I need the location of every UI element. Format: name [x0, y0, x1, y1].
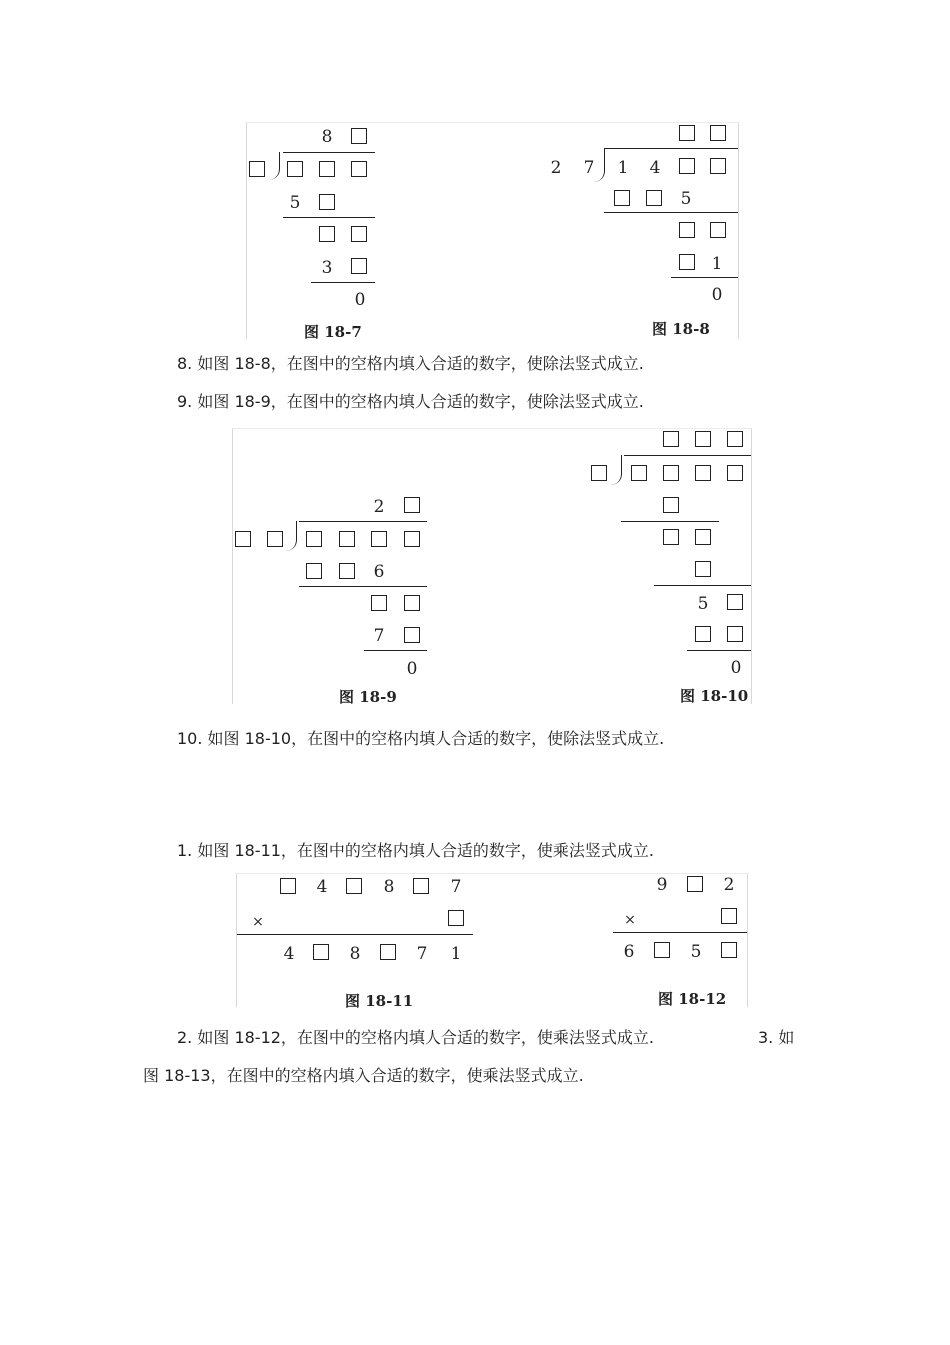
- blank-box: [663, 465, 679, 481]
- blank-box: [710, 158, 726, 174]
- figure-18-7-18-8: [246, 122, 739, 339]
- blank-box: [654, 942, 670, 958]
- blank-box: [646, 190, 662, 206]
- digit: 7: [450, 877, 462, 897]
- problem-9: 9. 如图 18-9，在图中的空格内填人合适的数字，使除法竖式成立.: [177, 392, 644, 411]
- blank-box: [287, 161, 303, 177]
- blank-box: [413, 878, 429, 894]
- blank-box: [404, 627, 420, 643]
- digit: 8: [383, 877, 395, 897]
- digit: 5: [289, 193, 301, 213]
- problem-1: 1. 如图 18-11，在图中的空格内填人合适的数字，使乘法竖式成立.: [177, 841, 655, 860]
- multiply-sign: ×: [624, 912, 636, 928]
- blank-box: [448, 910, 464, 926]
- multiply-sign: ×: [252, 914, 264, 930]
- blank-box: [679, 125, 695, 141]
- blank-box: [351, 128, 367, 144]
- digit: 8: [321, 127, 333, 147]
- rule-line: [671, 277, 738, 278]
- digit: 0: [730, 658, 742, 678]
- blank-box: [404, 531, 420, 547]
- blank-box: [695, 529, 711, 545]
- digit: 6: [373, 562, 385, 582]
- blank-box: [346, 878, 362, 894]
- rule-line: [364, 650, 427, 651]
- division-bar: [604, 148, 738, 149]
- digit: 7: [416, 944, 428, 964]
- digit: 7: [373, 626, 385, 646]
- blank-box: [695, 431, 711, 447]
- digit: 0: [711, 285, 723, 305]
- blank-box: [319, 226, 335, 242]
- problem-3-continued: 图 18-13，在图中的空格内填入合适的数字，使乘法竖式成立.: [143, 1066, 584, 1085]
- blank-box: [710, 125, 726, 141]
- division-bracket: [286, 521, 297, 551]
- problem-3-start: 3. 如: [758, 1028, 795, 1047]
- division-bar: [299, 521, 427, 522]
- digit: 2: [723, 875, 735, 895]
- blank-box: [679, 254, 695, 270]
- blank-box: [727, 594, 743, 610]
- figure-caption: 图 18-9: [339, 688, 397, 706]
- digit: 0: [354, 290, 366, 310]
- problem-8: 8. 如图 18-8，在图中的空格内填入合适的数字，使除法竖式成立.: [177, 354, 644, 373]
- division-bar: [624, 455, 751, 456]
- digit: 0: [406, 659, 418, 679]
- blank-box: [591, 465, 607, 481]
- digit: 9: [656, 875, 668, 895]
- blank-box: [339, 531, 355, 547]
- figure-18-11-18-12: [236, 873, 748, 1010]
- digit: 2: [373, 497, 385, 517]
- rule-line: [621, 521, 719, 522]
- problem-10: 10. 如图 18-10，在图中的空格内填人合适的数字，使除法竖式成立.: [177, 729, 665, 748]
- blank-box: [663, 431, 679, 447]
- digit: 3: [321, 258, 333, 278]
- figure-18-9-18-10: [232, 428, 752, 704]
- blank-box: [710, 222, 726, 238]
- blank-box: [721, 942, 737, 958]
- rule-line: [687, 650, 751, 651]
- blank-box: [679, 158, 695, 174]
- blank-box: [380, 944, 396, 960]
- figure-caption: 图 18-12: [658, 990, 727, 1008]
- blank-box: [351, 226, 367, 242]
- blank-box: [404, 595, 420, 611]
- digit: 4: [649, 158, 661, 178]
- blank-box: [631, 465, 647, 481]
- blank-box: [687, 876, 703, 892]
- blank-box: [721, 908, 737, 924]
- rule-line: [604, 212, 738, 213]
- digit: 4: [283, 944, 295, 964]
- digit: 1: [617, 158, 629, 178]
- blank-box: [695, 465, 711, 481]
- blank-box: [267, 531, 283, 547]
- rule-line: [311, 282, 375, 283]
- rule-line: [283, 217, 375, 218]
- digit: 1: [711, 254, 723, 274]
- blank-box: [727, 626, 743, 642]
- blank-box: [351, 258, 367, 274]
- blank-box: [306, 563, 322, 579]
- blank-box: [727, 465, 743, 481]
- digit: 1: [450, 944, 462, 964]
- figure-caption: 图 18-10: [680, 687, 749, 705]
- digit: 7: [583, 158, 595, 178]
- blank-box: [339, 563, 355, 579]
- rule-line: [299, 586, 427, 587]
- rule-line: [613, 932, 747, 933]
- rule-line: [237, 934, 473, 935]
- digit: 2: [550, 158, 562, 178]
- division-bar: [283, 152, 375, 153]
- blank-box: [306, 531, 322, 547]
- problem-2: 2. 如图 18-12，在图中的空格内填人合适的数字，使乘法竖式成立.: [177, 1028, 655, 1047]
- division-bracket: [594, 148, 605, 182]
- digit: 5: [690, 942, 702, 962]
- figure-caption: 图 18-7: [304, 323, 362, 341]
- blank-box: [319, 194, 335, 210]
- blank-box: [280, 878, 296, 894]
- rule-line: [654, 585, 751, 586]
- blank-box: [695, 561, 711, 577]
- blank-box: [319, 161, 335, 177]
- blank-box: [371, 595, 387, 611]
- division-bracket: [611, 455, 622, 485]
- blank-box: [371, 531, 387, 547]
- figure-caption: 图 18-11: [345, 992, 414, 1010]
- blank-box: [235, 531, 251, 547]
- digit: 4: [316, 877, 328, 897]
- figure-caption: 图 18-8: [652, 320, 710, 338]
- blank-box: [663, 497, 679, 513]
- digit: 6: [623, 942, 635, 962]
- blank-box: [404, 497, 420, 513]
- blank-box: [313, 944, 329, 960]
- division-bracket: [269, 152, 280, 180]
- blank-box: [727, 431, 743, 447]
- blank-box: [351, 161, 367, 177]
- blank-box: [614, 190, 630, 206]
- digit: 8: [349, 944, 361, 964]
- digit: 5: [680, 189, 692, 209]
- blank-box: [695, 626, 711, 642]
- blank-box: [663, 529, 679, 545]
- blank-box: [679, 222, 695, 238]
- digit: 5: [697, 594, 709, 614]
- blank-box: [249, 161, 265, 177]
